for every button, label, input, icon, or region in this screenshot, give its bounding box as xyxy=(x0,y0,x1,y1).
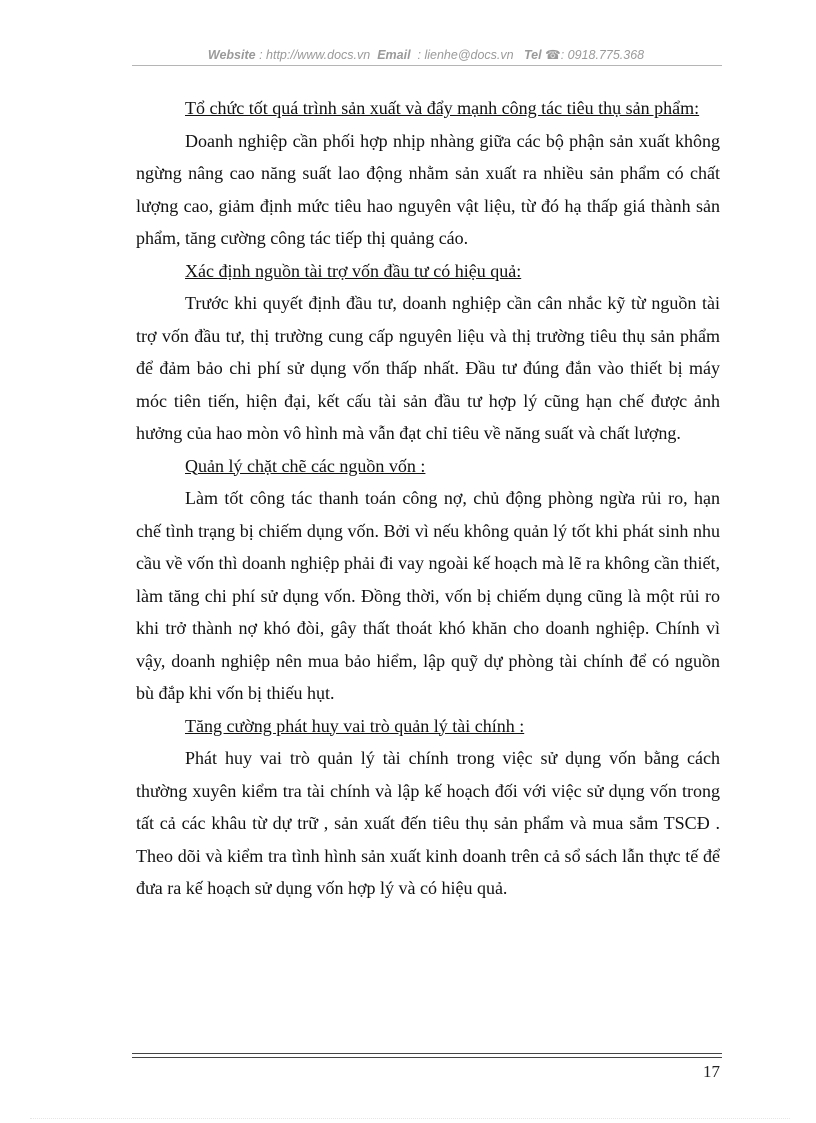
section-paragraph: Làm tốt công tác thanh toán công nợ, chủ động phòng ngừa rủi ro, hạn chế tình trạng bị chiếm dụng vốn. Bởi vì nếu không quản lý tốt khi phát sinh nhu cầu về vốn thì doanh nghiệp phải đi vay ngoài kế hoạch mà lẽ ra không cần thiết, làm tăng chi phí sử dụng vốn. Đồng thời, vốn bị chiếm dụng cũng là một rủi ro khi trở thành nợ khó đòi, gây thất thoát khó khăn cho doanh nghiệp. Chính vì vậy, doanh nghiệp nên mua bảo hiểm, lập quỹ dự phòng tài chính để có nguồn bù đắp khi vốn bị thiếu hụt. xyxy=(136,488,720,703)
tel-value: : 0918.775.368 xyxy=(560,48,645,62)
tel-label: Tel xyxy=(524,48,542,62)
section-heading: Xác định nguồn tài trợ vốn đầu tư có hiệu quả: xyxy=(185,260,522,281)
page-header xyxy=(132,47,720,62)
phone-icon: ☎ xyxy=(545,48,561,62)
section-heading: Tổ chức tốt quá trình sản xuất và đẩy mạnh công tác tiêu thụ sản phẩm: xyxy=(185,98,700,118)
section-heading: Tăng cường phát huy vai trò quản lý tài chính : xyxy=(185,715,525,736)
footer-divider-top xyxy=(132,1053,722,1054)
email-label: Email xyxy=(377,48,411,62)
section-paragraph: Doanh nghiệp cần phối hợp nhịp nhàng giữa các bộ phận sản xuất không ngừng nâng cao năng suất lao động nhằm sản xuất ra nhiều sản phẩm có chất lượng cao, giảm định mức tiêu hao nguyên vật liệu, từ đó hạ thấp giá thành sản phẩm, tăng cường công tác tiếp thị quảng cáo. xyxy=(136,130,720,248)
footer-divider-bottom xyxy=(132,1057,722,1058)
header-divider xyxy=(132,65,722,66)
page-edge-dots xyxy=(30,1118,790,1119)
section-paragraph: Trước khi quyết định đầu tư, doanh nghiệp cần cân nhắc kỹ từ nguồn tài trợ vốn đầu tư, thị trường cung cấp nguyên liệu và thị trường tiêu thụ sản phẩm để đảm bảo chi phí sử dụng vốn thấp nhất. Đầu tư đúng đắn vào thiết bị máy móc tiên tiến, hiện đại, kết cấu tài sản đầu tư hợp lý cũng hạn chế được ảnh hưởng của hao mòn vô hình mà vẫn đạt chỉ tiêu về năng suất và chất lượng. xyxy=(136,293,720,443)
page-number: 17 xyxy=(703,1062,720,1081)
website-value: : http://www.docs.vn xyxy=(259,48,371,62)
section-paragraph: Phát huy vai trò quản lý tài chính trong việc sử dụng vốn bằng cách thường xuyên kiểm tra tài chính và lập kế hoạch đối với việc sử dụng vốn trong tất cả các khâu từ dự trữ , sản xuất đến tiêu thụ sản phẩm và mua sắm TSCĐ . Theo dõi và kiểm tra tình hình sản xuất kinh doanh trên cả sổ sách lẫn thực tế để đưa ra kế hoạch sử dụng vốn hợp lý và có hiệu quả. xyxy=(136,748,720,898)
email-value: : lienhe@docs.vn xyxy=(417,48,514,62)
document-body xyxy=(136,92,720,905)
website-label: Website xyxy=(207,48,256,62)
section-heading: Quản lý chặt chẽ các nguồn vốn : xyxy=(185,455,426,476)
